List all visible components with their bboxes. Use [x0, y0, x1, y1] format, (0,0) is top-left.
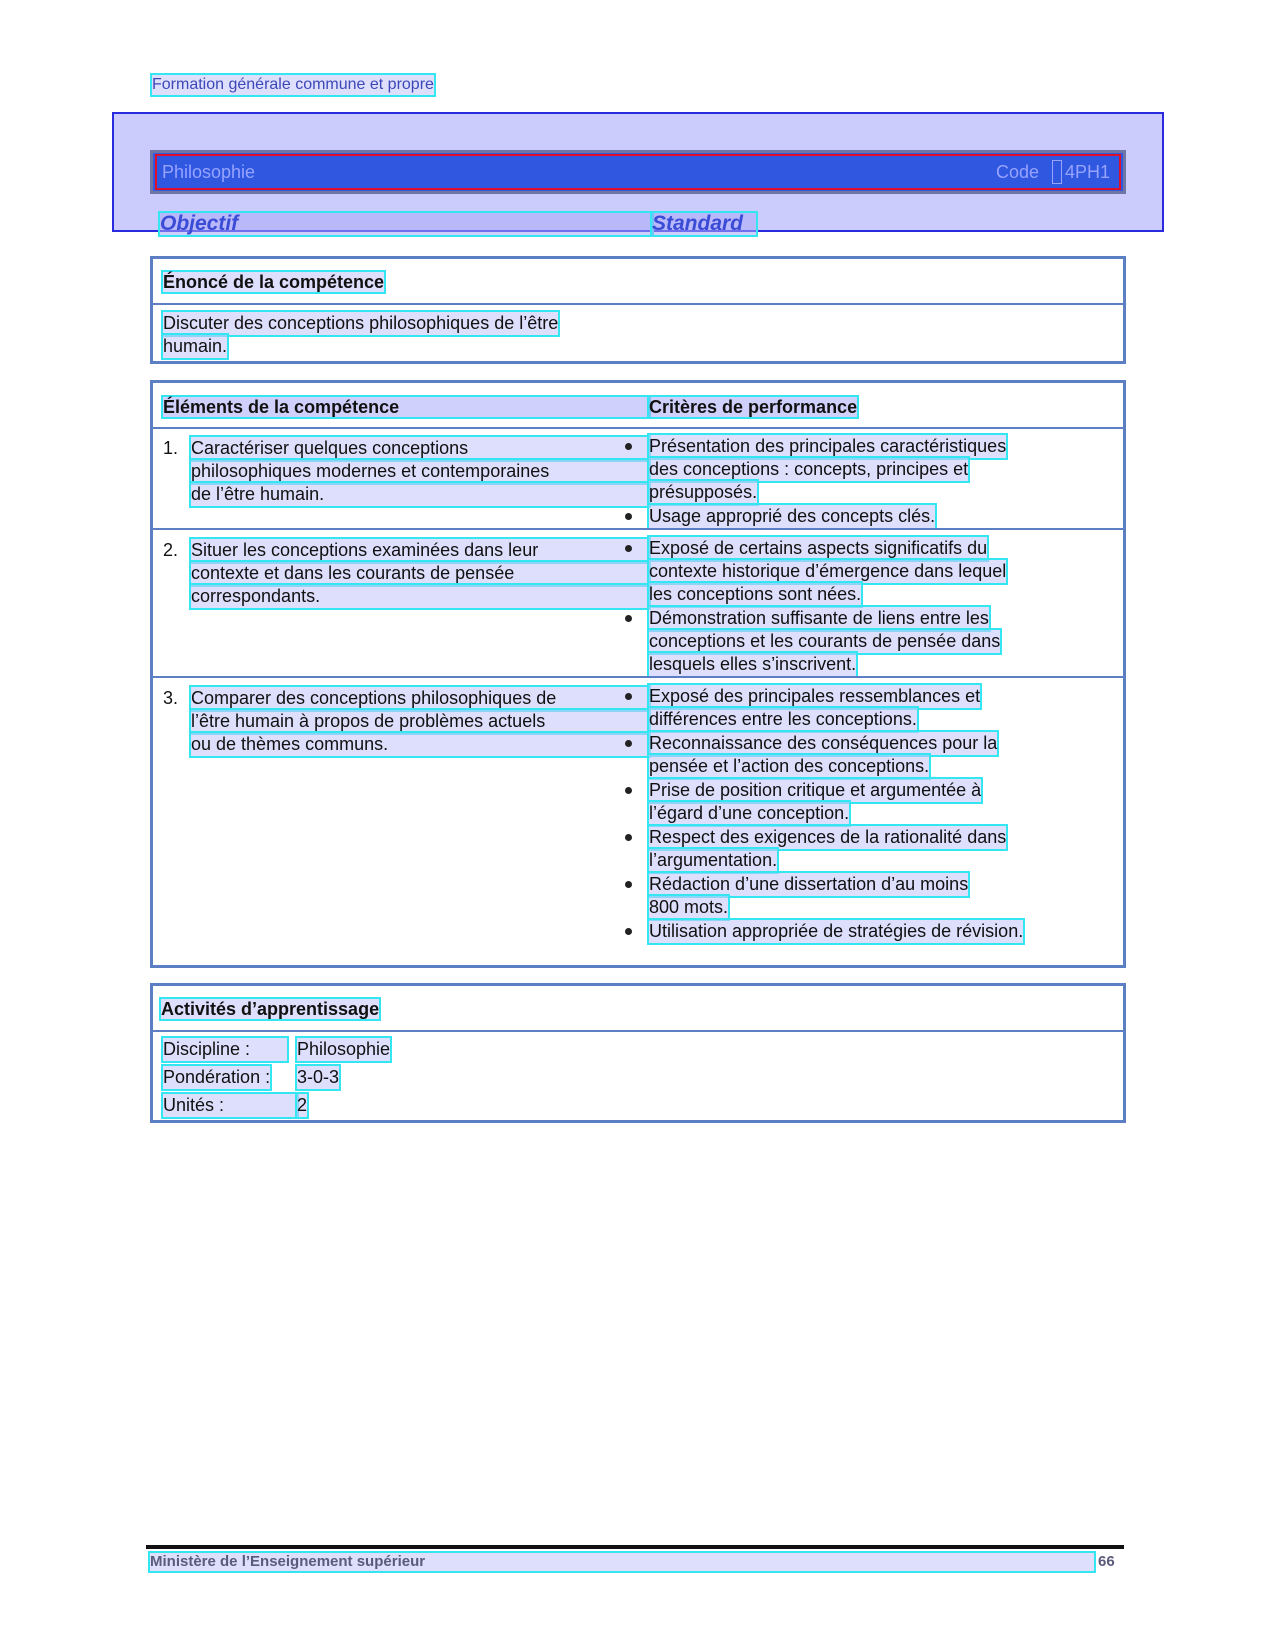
element-text-line: ou de thèmes communs.: [191, 733, 649, 756]
criterion-text-line: des conceptions : concepts, principes et: [649, 459, 969, 479]
discipline-label: Discipline :: [163, 1038, 287, 1061]
bullet-icon: [625, 693, 632, 700]
criterion-text-line: présupposés.: [649, 482, 758, 502]
bullet-icon: [625, 443, 632, 450]
criterion-text-line: Respect des exigences de la rationalité dans: [649, 827, 1007, 847]
bullet-icon: [625, 881, 632, 888]
criteria-heading: Critères de performance: [649, 397, 858, 417]
criterion-text-line: contexte historique d’émergence dans lequel: [649, 561, 1007, 581]
bullet-icon: [625, 787, 632, 794]
running-header: Formation générale commune et propre: [152, 76, 434, 93]
bullet-icon: [625, 928, 632, 935]
criterion-text-line: Prise de position critique et argumentée à: [649, 780, 982, 800]
criterion-text-line: l’égard d’une conception.: [649, 803, 850, 823]
course-title: Philosophie: [162, 162, 256, 182]
activities-heading: Activités d’apprentissage: [161, 999, 380, 1019]
element-number: 3.: [163, 688, 179, 708]
criterion-text-line: Démonstration suffisante de liens entre les: [649, 608, 989, 628]
element-text-line: de l’être humain.: [191, 483, 649, 506]
activities-box: [150, 983, 1126, 1123]
competence-heading: Énoncé de la compétence: [163, 272, 385, 292]
discipline-value: Philosophie: [297, 1039, 391, 1059]
code-separator: [1052, 160, 1062, 184]
competence-text-line2: humain.: [163, 336, 228, 356]
criterion-text-line: conceptions et les courants de pensée dans: [649, 631, 1001, 651]
bullet-icon: [625, 740, 632, 747]
row-separator: [153, 528, 1123, 530]
criterion-text-line: Présentation des principales caractéristiques: [649, 436, 1007, 456]
objective-heading: Objectif: [160, 213, 652, 235]
element-text-line: philosophiques modernes et contemporaines: [191, 460, 649, 483]
title-bar-frame: [155, 154, 1121, 190]
bullet-icon: [625, 615, 632, 622]
criterion-text-line: Exposé de certains aspects significatifs du: [649, 538, 988, 558]
element-text-line: l’être humain à propos de problèmes actuels: [191, 710, 649, 733]
standard-heading: Standard: [652, 213, 756, 235]
course-title-bar: [150, 150, 1126, 194]
element-text-line: Comparer des conceptions philosophiques de: [191, 687, 649, 710]
units-value: 2: [297, 1095, 308, 1115]
element-text-line: Situer les conceptions examinées dans leur: [191, 539, 649, 562]
criterion-text-line: les conceptions sont nées.: [649, 584, 862, 604]
competence-header-row: [153, 259, 1123, 305]
criterion-text-line: Rédaction d’une dissertation d’au moins: [649, 874, 969, 894]
elements-box: [150, 380, 1126, 968]
criterion-text-line: 800 mots.: [649, 897, 729, 917]
criterion-text-line: Exposé des principales ressemblances et: [649, 686, 981, 706]
activities-header-row: [153, 986, 1123, 1032]
code-label: Code: [996, 162, 1040, 182]
criterion-text-line: l’argumentation.: [649, 850, 778, 870]
elements-heading: Éléments de la compétence: [163, 397, 649, 417]
element-number: 1.: [163, 438, 179, 458]
element-text-line: Caractériser quelques conceptions: [191, 437, 649, 460]
element-text-line: correspondants.: [191, 585, 649, 608]
ponderation-label: Pondération :: [163, 1067, 271, 1087]
ponderation-value: 3-0-3: [297, 1067, 340, 1087]
criterion-text-line: lesquels elles s’inscrivent.: [649, 654, 857, 674]
page-number: 66: [1098, 1553, 1115, 1570]
code-value: 4PH1: [1065, 162, 1111, 182]
competence-text-line1: Discuter des conceptions philosophiques de l’être: [163, 313, 559, 333]
criterion-text-line: Utilisation appropriée de stratégies de révision.: [649, 921, 1024, 941]
criterion-text-line: différences entre les conceptions.: [649, 709, 917, 729]
bullet-icon: [625, 545, 632, 552]
criterion-text-line: Usage approprié des concepts clés.: [649, 506, 936, 526]
element-number: 2.: [163, 540, 179, 560]
element-text-line: contexte et dans les courants de pensée: [191, 562, 649, 585]
elements-header-row: [153, 383, 1123, 429]
bullet-icon: [625, 513, 632, 520]
competence-box: [150, 256, 1126, 364]
criterion-text-line: pensée et l’action des conceptions.: [649, 756, 930, 776]
footer-ministry: Ministère de l’Enseignement supérieur: [150, 1553, 1094, 1571]
bullet-icon: [625, 834, 632, 841]
row-separator: [153, 676, 1123, 678]
criterion-text-line: Reconnaissance des conséquences pour la: [649, 733, 998, 753]
footer-rule: [146, 1545, 1124, 1549]
units-label: Unités :: [163, 1094, 297, 1117]
